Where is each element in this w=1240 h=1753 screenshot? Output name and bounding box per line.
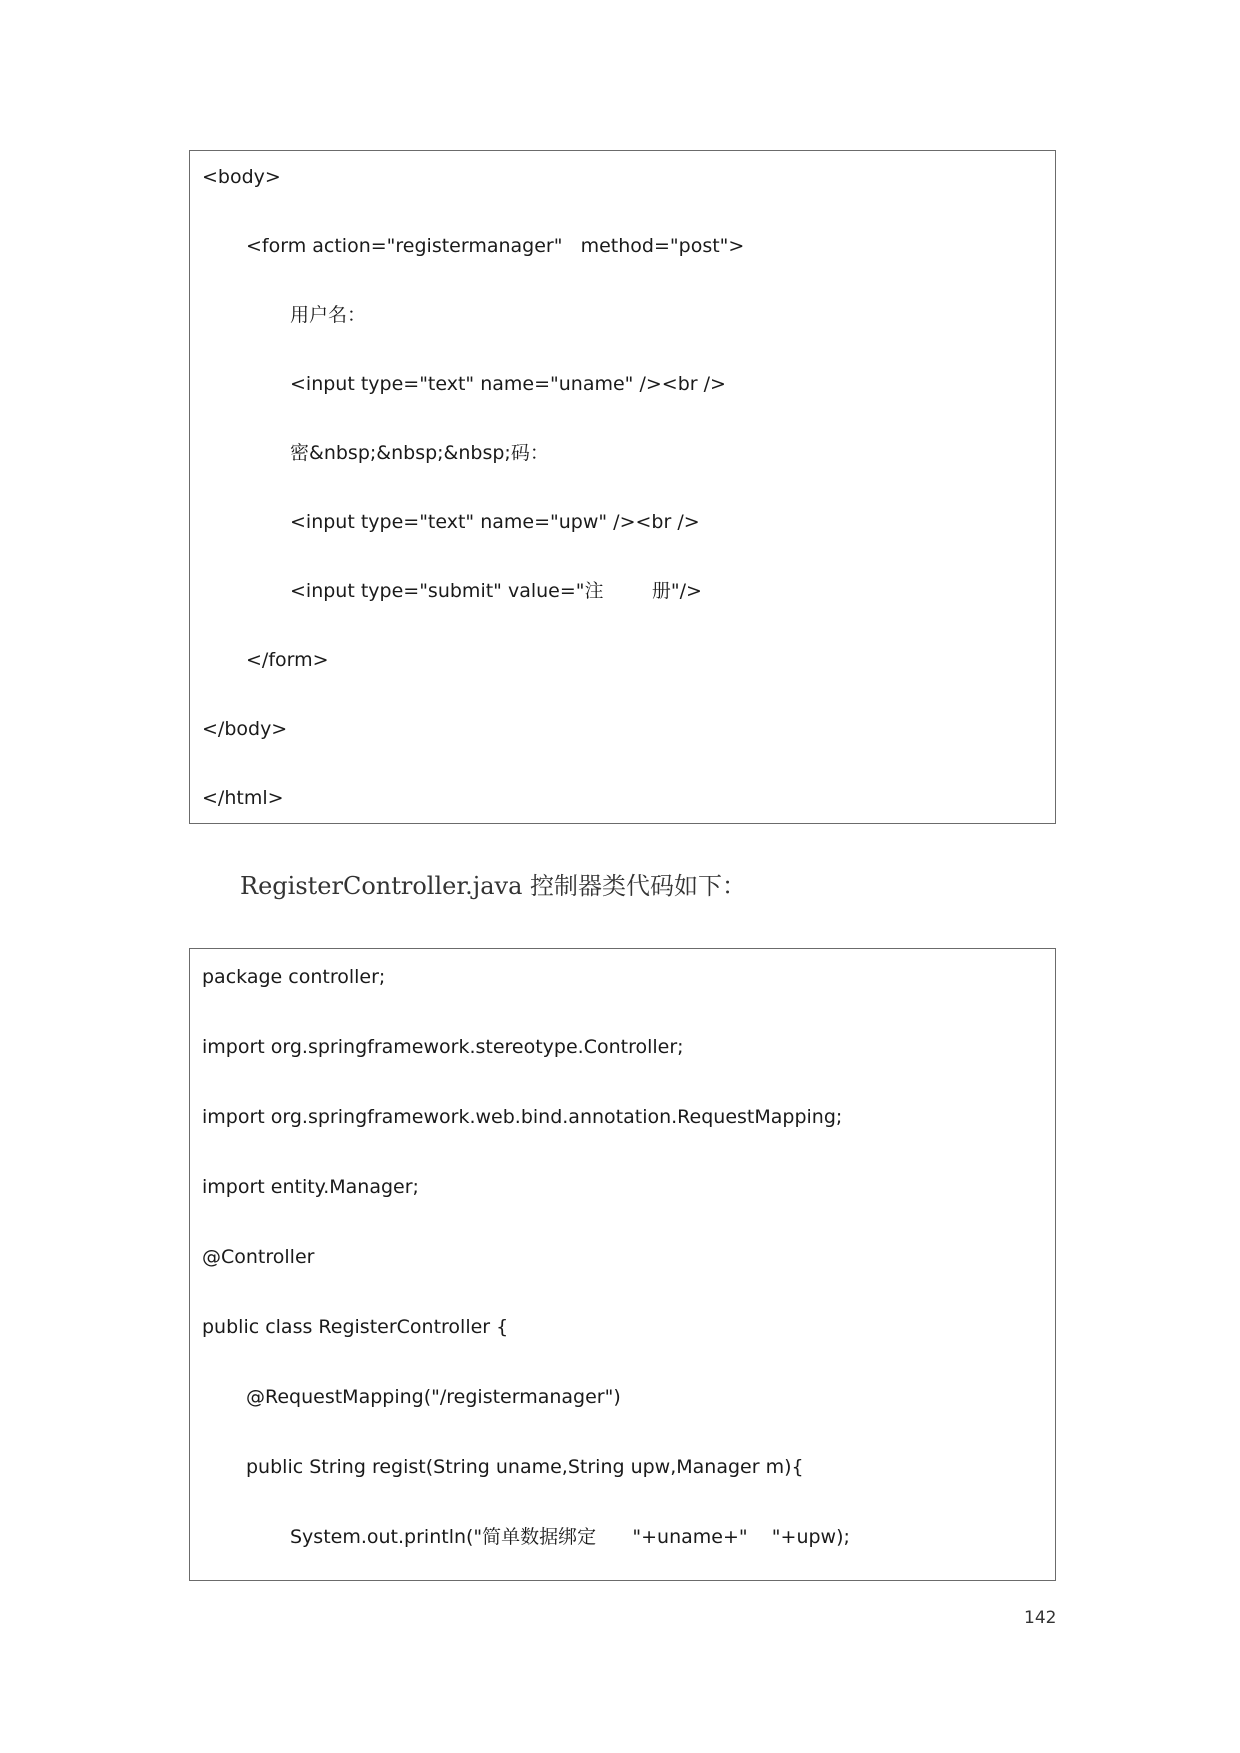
code-line: <input type="text" name="uname" /><br /> xyxy=(290,373,726,395)
java-code-listing xyxy=(189,948,1056,1581)
code-line: @Controller xyxy=(202,1246,315,1268)
code-line: package controller; xyxy=(202,966,386,988)
code-line: <input type="text" name="upw" /><br /> xyxy=(290,511,700,533)
code-line: <input type="submit" value="注 册"/> xyxy=(290,580,702,602)
code-line: </html> xyxy=(202,787,284,809)
code-line: <form action="registermanager" method="post"> xyxy=(246,235,745,257)
code-line: public class RegisterController { xyxy=(202,1316,509,1338)
code-line: 密&nbsp;&nbsp;&nbsp;码： xyxy=(290,442,549,464)
code-line: import org.springframework.web.bind.annotation.RequestMapping; xyxy=(202,1106,843,1128)
code-line: 用户名： xyxy=(290,304,367,326)
code-line: @RequestMapping("/registermanager") xyxy=(246,1386,621,1408)
html-code-listing xyxy=(189,150,1056,824)
code-line: public String regist(String uname,String upw,Manager m){ xyxy=(246,1456,804,1478)
page-number: 142 xyxy=(1024,1608,1057,1628)
code-line: import org.springframework.stereotype.Controller; xyxy=(202,1036,684,1058)
code-line: import entity.Manager; xyxy=(202,1176,419,1198)
code-line: </form> xyxy=(246,649,329,671)
code-line: </body> xyxy=(202,718,288,740)
listing-intro-text: RegisterController.java 控制器类代码如下： xyxy=(240,872,747,900)
code-line: <body> xyxy=(202,166,281,188)
code-line: System.out.println("简单数据绑定 "+uname+" "+upw); xyxy=(290,1526,850,1548)
